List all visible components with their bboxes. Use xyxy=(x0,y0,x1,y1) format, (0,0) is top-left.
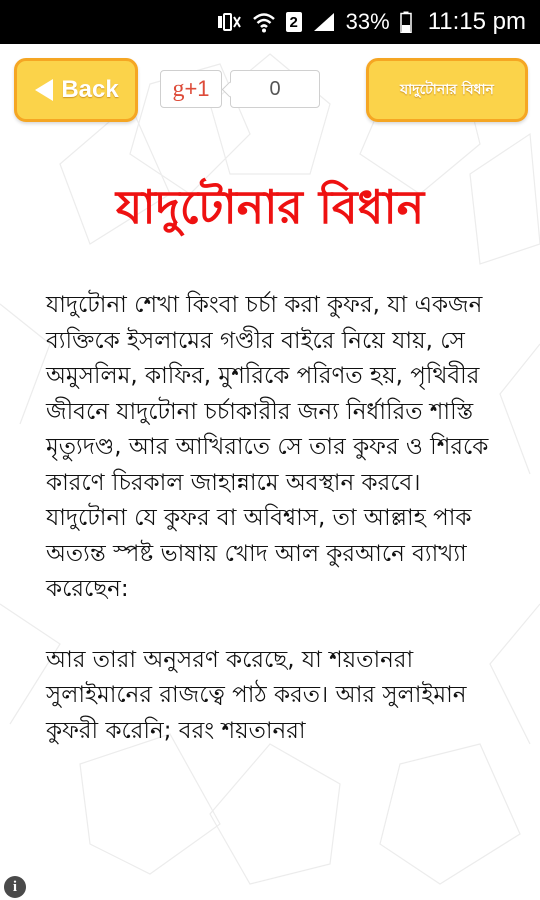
article-body xyxy=(46,288,498,784)
signal-icon xyxy=(312,11,336,33)
mute-vibrate-icon xyxy=(216,11,242,33)
page-title: যাদুটোনার বিধান xyxy=(115,180,425,234)
paragraph: যাদুটোনা শেখা কিংবা চর্চা করা কুফর, যা একজন ব্যক্তিকে ইসলামের গণ্ডীর বাইরে নিয়ে যায়, সে অমুসলিম, কাফির, মুশরিকে পরিণত হয়, পৃথিবীর জীবনে যাদুটোনা চর্চাকারীর জন্য নির্ধারিত শাস্তি মৃত্যুদণ্ড, আর আখিরাতে সে তার কুফর ও শিরকে কারণে চিরকাল জাহান্নামে অবস্থান করবে। যাদুটোনা যে কুফর বা অবিশ্বাস, তা আল্লাহ পাক অত্যন্ত স্পষ্ট ভাষায় খোদ আল কুরআনে ব্যাখ্যা করেছেন: xyxy=(46,292,489,602)
clock: 11:15 pm xyxy=(427,8,526,35)
google-plus-one-button[interactable] xyxy=(160,70,222,108)
back-button[interactable] xyxy=(14,58,138,122)
sim-slot-badge: 2 xyxy=(286,12,302,32)
plus-one-label: +1 xyxy=(184,76,210,101)
battery-percent: 33% xyxy=(345,9,390,34)
arrow-left-icon xyxy=(33,77,55,103)
info-icon[interactable]: i xyxy=(4,876,26,898)
status-bar xyxy=(0,0,540,44)
battery-icon xyxy=(400,11,412,33)
wifi-icon xyxy=(252,11,276,33)
google-plus-icon: g xyxy=(172,75,185,102)
plus-one-count: 0 xyxy=(230,70,320,108)
title-button[interactable]: যাদুটোনার বিধান xyxy=(366,58,528,122)
paragraph: আর তারা অনুসরণ করেছে, যা শয়তানরা সুলাইমানের রাজত্বে পাঠ করত। আর সুলাইমান কুফরী করেনি; বরং শয়তানরা xyxy=(46,646,467,744)
back-button-label: Back xyxy=(61,76,119,103)
